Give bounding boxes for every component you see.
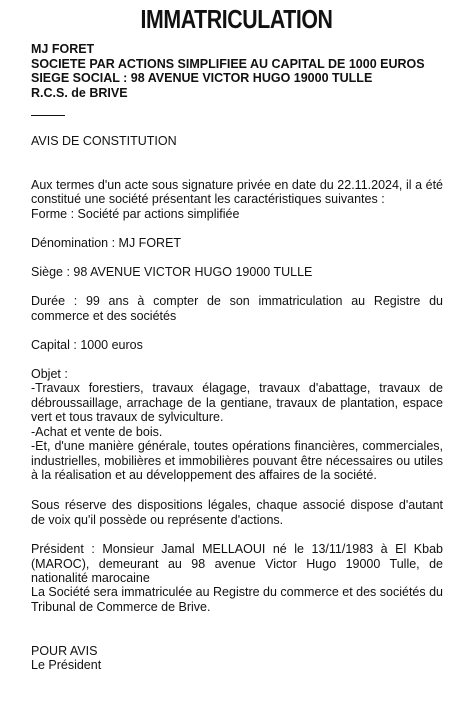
registration-paragraph: La Société sera immatriculée au Registre du commerce et des sociétés du Tribunal de Commerce de Brive.	[31, 585, 443, 614]
denomination-line: Dénomination : MJ FORET	[31, 236, 182, 250]
intro-paragraph	[31, 163, 443, 207]
company-seat: SIEGE SOCIAL : 98 AVENUE VICTOR HUGO 19000 TULLE	[31, 71, 373, 85]
object-item-2: -Achat et vente de bois.	[31, 425, 163, 439]
object-label: Objet :	[31, 367, 68, 381]
company-header	[31, 42, 425, 100]
page-title: IMMATRICULATION	[140, 4, 333, 34]
object-item-1: -Travaux forestiers, travaux élagage, travaux d'abattage, travaux de débroussaillage, arrachage de la gentiane, travaux de plantation, espace vert et tous travaux de sylviculture.	[31, 381, 443, 424]
signatory: Le Président	[31, 658, 102, 672]
voting-paragraph: Sous réserve des dispositions légales, chaque associé dispose d'autant de voix qu'il possède ou représente d'actions.	[31, 498, 443, 527]
seat-line: Siège : 98 AVENUE VICTOR HUGO 19000 TULLE	[31, 265, 313, 279]
company-form: SOCIETE PAR ACTIONS SIMPLIFIEE AU CAPITAL DE 1000 EUROS	[31, 56, 425, 71]
capital-line: Capital : 1000 euros	[31, 338, 143, 352]
object-item-3: -Et, d'une manière générale, toutes opérations financières, commerciales, industrielles, mobilières et immobilières pouvant être nécessaires ou utiles à la réalisation et au développement des affaires de la société.	[31, 439, 443, 482]
pour-avis: POUR AVIS	[31, 644, 98, 658]
notice-heading: AVIS DE CONSTITUTION	[31, 134, 177, 148]
form-line: Forme : Société par actions simplifiée	[31, 207, 240, 221]
intro-text: Aux termes d'un acte sous signature privée en date du 22.11.2024, il a été constitué une société présentant les caractéristiques suivantes :	[31, 177, 443, 206]
divider	[31, 115, 65, 116]
president-paragraph: Président : Monsieur Jamal MELLAOUI né le 13/11/1983 à El Kbab (MAROC), demeurant au 98 avenue Victor Hugo 19000 Tulle, de nationalité marocaine	[31, 542, 443, 585]
company-name: MJ FORET	[31, 42, 95, 56]
duration-paragraph: Durée : 99 ans à compter de son immatriculation au Registre du commerce et des sociétés	[31, 294, 443, 323]
company-rcs: R.C.S. de BRIVE	[31, 85, 128, 100]
